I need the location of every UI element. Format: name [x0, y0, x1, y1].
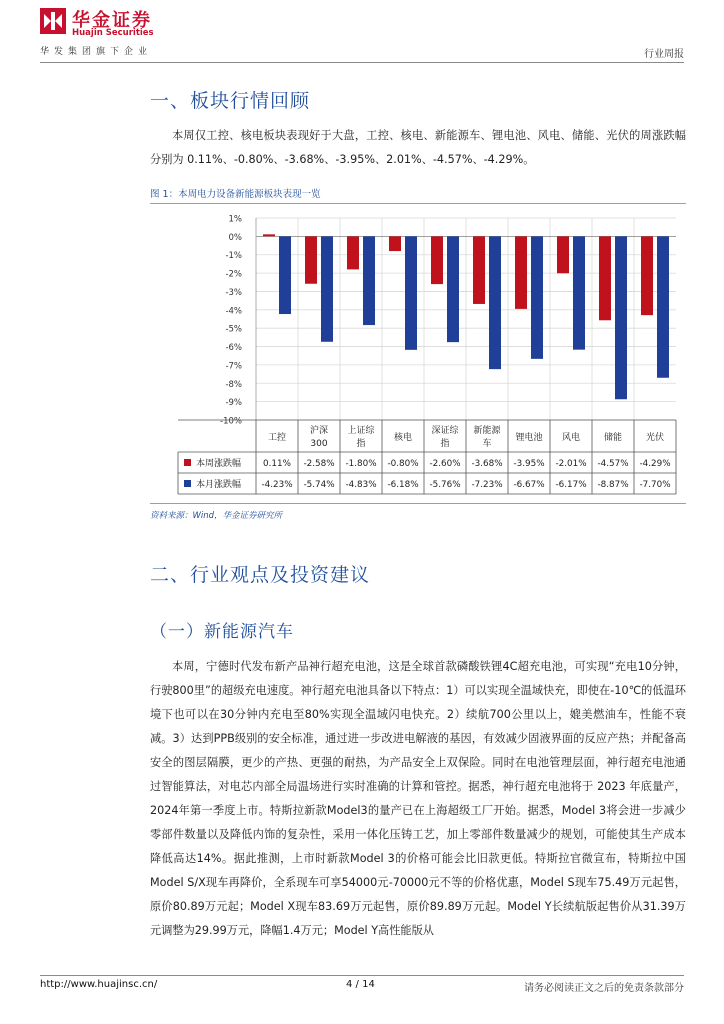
bar-weekly	[389, 236, 401, 251]
data-label: -8.87%	[597, 480, 629, 490]
figure1-caption: 图 1：本周电力设备新能源板块表现一览	[150, 189, 321, 200]
category-label: 光伏	[645, 433, 665, 443]
section2-subtitle-nev: （一）新能源汽车	[150, 622, 294, 642]
bar-weekly	[557, 236, 569, 273]
category-label: 深证综指	[431, 426, 459, 449]
data-label: -2.58%	[303, 459, 335, 469]
bar-weekly	[515, 236, 527, 309]
category-label: 风电	[561, 433, 581, 443]
bar-weekly	[347, 236, 359, 269]
data-label: -4.29%	[639, 459, 671, 469]
bar-weekly	[641, 236, 653, 315]
data-label: -0.80%	[387, 459, 419, 469]
bar-monthly	[363, 236, 375, 325]
legend-swatch	[184, 480, 191, 487]
data-label: -6.17%	[555, 480, 587, 490]
section1-paragraph: 本周仅工控、核电板块表现好于大盘，工控、核电、新能源车、锂电池、风电、储能、光伏的周涨跌幅分别为 0.11%、-0.80%、-3.68%、-3.95%、2.01%、-4.57%、-4.29%。	[150, 129, 686, 166]
bar-monthly	[615, 236, 627, 399]
data-label: -3.95%	[513, 459, 545, 469]
y-tick-label: 0%	[228, 232, 242, 243]
bar-monthly	[489, 236, 501, 369]
bar-monthly	[657, 236, 669, 377]
bar-weekly	[263, 234, 275, 236]
data-label: -6.67%	[513, 480, 545, 490]
category-label: 上证综指	[347, 426, 375, 449]
data-label: -6.18%	[387, 480, 419, 490]
bar-monthly	[531, 236, 543, 358]
group-tagline: 华发集团旗下企业	[40, 47, 153, 57]
data-label: -2.60%	[429, 459, 461, 469]
section2-paragraph: 本周，宁德时代发布新产品神行超充电池，这是全球首款磷酸铁锂4C超充电池，可实现“充电10分钟，行驶800里”的超级充电速度。神行超充电池具备以下特点：1）可以实现全温域快充，即使在-10℃的低温环境下也可以在30分钟内充电至80%实现全温域闪电快充。2）续航700公里以上，媲美燃油车，性能不衰减。3）达到PPB级别的安全标准，通过进一步改进电解液的基因，有效减少固液界面的反应产热；并配备高安全的图层隔膜，更少的产热、更强的耐热，为产品安全上双保险。同时在电池管理层面，神行超充电池通过智能算法，对电芯内部全局温场进行实时准确的计算和管控。据悉，神行超充电池将于 2023 年底量产，2024年第一季度上市。特斯拉新款Model3的量产已在上海超级工厂开始。据悉，Model 3将会进一步减少零部件数量以及降低内饰的复杂性，采用一体化压铸工艺，加上零部件数量减少的规划，可能使其生产成本降低高达14%。据此推测，上市时新款Model 3的价格可能会比旧款更低。特斯拉官微宣布，特斯拉中国Model S/X现车再降价，全系现车可享54000元-70000元不等的价格优惠，Model S现车75.49万元起售，原价80.89万元起；Model X现车83.69万元起售，原价89.89万元起。Model Y长续航版起售价从31.39万元调整为29.99万元，降幅1.4万元；Model Y高性能版从	[150, 660, 686, 937]
y-tick-label: -3%	[225, 287, 242, 298]
page-number: 4 / 14	[346, 979, 375, 990]
y-tick-label: -10%	[220, 416, 242, 427]
bar-monthly	[573, 236, 585, 349]
bar-monthly	[405, 236, 417, 349]
bar-monthly	[447, 236, 459, 342]
data-label: -5.76%	[429, 480, 461, 490]
category-label: 储能	[603, 433, 623, 443]
company-name-en: Huajin Securities	[72, 28, 154, 38]
category-label: 工控	[267, 433, 287, 443]
section2-title: 二、行业观点及投资建议	[150, 564, 371, 586]
y-tick-label: -4%	[225, 306, 242, 317]
y-tick-label: -7%	[225, 361, 242, 372]
category-label: 锂电池	[515, 433, 543, 443]
bar-weekly	[599, 236, 611, 320]
legend-label: 本月涨跌幅	[196, 480, 242, 490]
y-tick-label: -2%	[225, 269, 242, 280]
bar-weekly	[431, 236, 443, 284]
data-label: -4.83%	[345, 480, 377, 490]
data-label: -1.80%	[345, 459, 377, 469]
y-tick-label: -6%	[225, 343, 242, 354]
legend-label: 本周涨跌幅	[196, 459, 242, 469]
bar-weekly	[473, 236, 485, 304]
header-divider	[40, 62, 684, 63]
report-type: 行业周报	[644, 49, 684, 60]
category-label: 核电	[393, 433, 413, 443]
footer-disclaimer: 请务必阅读正文之后的免责条款部分	[524, 983, 684, 994]
category-label: 沪深 300	[309, 426, 329, 449]
figure1-chart	[150, 206, 686, 498]
company-name-cn: 华金证券	[72, 10, 152, 31]
company-logo-icon	[40, 8, 66, 34]
data-label: -7.70%	[639, 480, 671, 490]
data-label: -7.23%	[471, 480, 503, 490]
bar-monthly	[321, 236, 333, 341]
data-label: 0.11%	[263, 459, 291, 469]
figure1-top-rule	[150, 203, 686, 204]
figure1-bottom-rule	[150, 503, 686, 504]
data-label: -3.68%	[471, 459, 503, 469]
y-tick-label: -1%	[225, 251, 242, 262]
y-tick-label: -5%	[225, 324, 242, 335]
section1-title: 一、板块行情回顾	[150, 90, 311, 112]
data-label: -4.23%	[261, 480, 293, 490]
y-tick-label: -9%	[225, 398, 242, 409]
bar-monthly	[279, 236, 291, 314]
data-label: -4.57%	[597, 459, 629, 469]
footer-url-link[interactable]: http://www.huajinsc.cn/	[40, 979, 158, 990]
legend-swatch	[184, 459, 191, 466]
data-label: -2.01%	[555, 459, 587, 469]
figure1-source: 资料来源：Wind，华金证券研究所	[150, 511, 283, 521]
y-tick-label: 1%	[228, 214, 242, 225]
data-label: -5.74%	[303, 480, 335, 490]
y-tick-label: -8%	[225, 379, 242, 390]
category-label: 新能源车	[473, 426, 501, 449]
bar-weekly	[305, 236, 317, 283]
footer-divider	[40, 975, 684, 976]
